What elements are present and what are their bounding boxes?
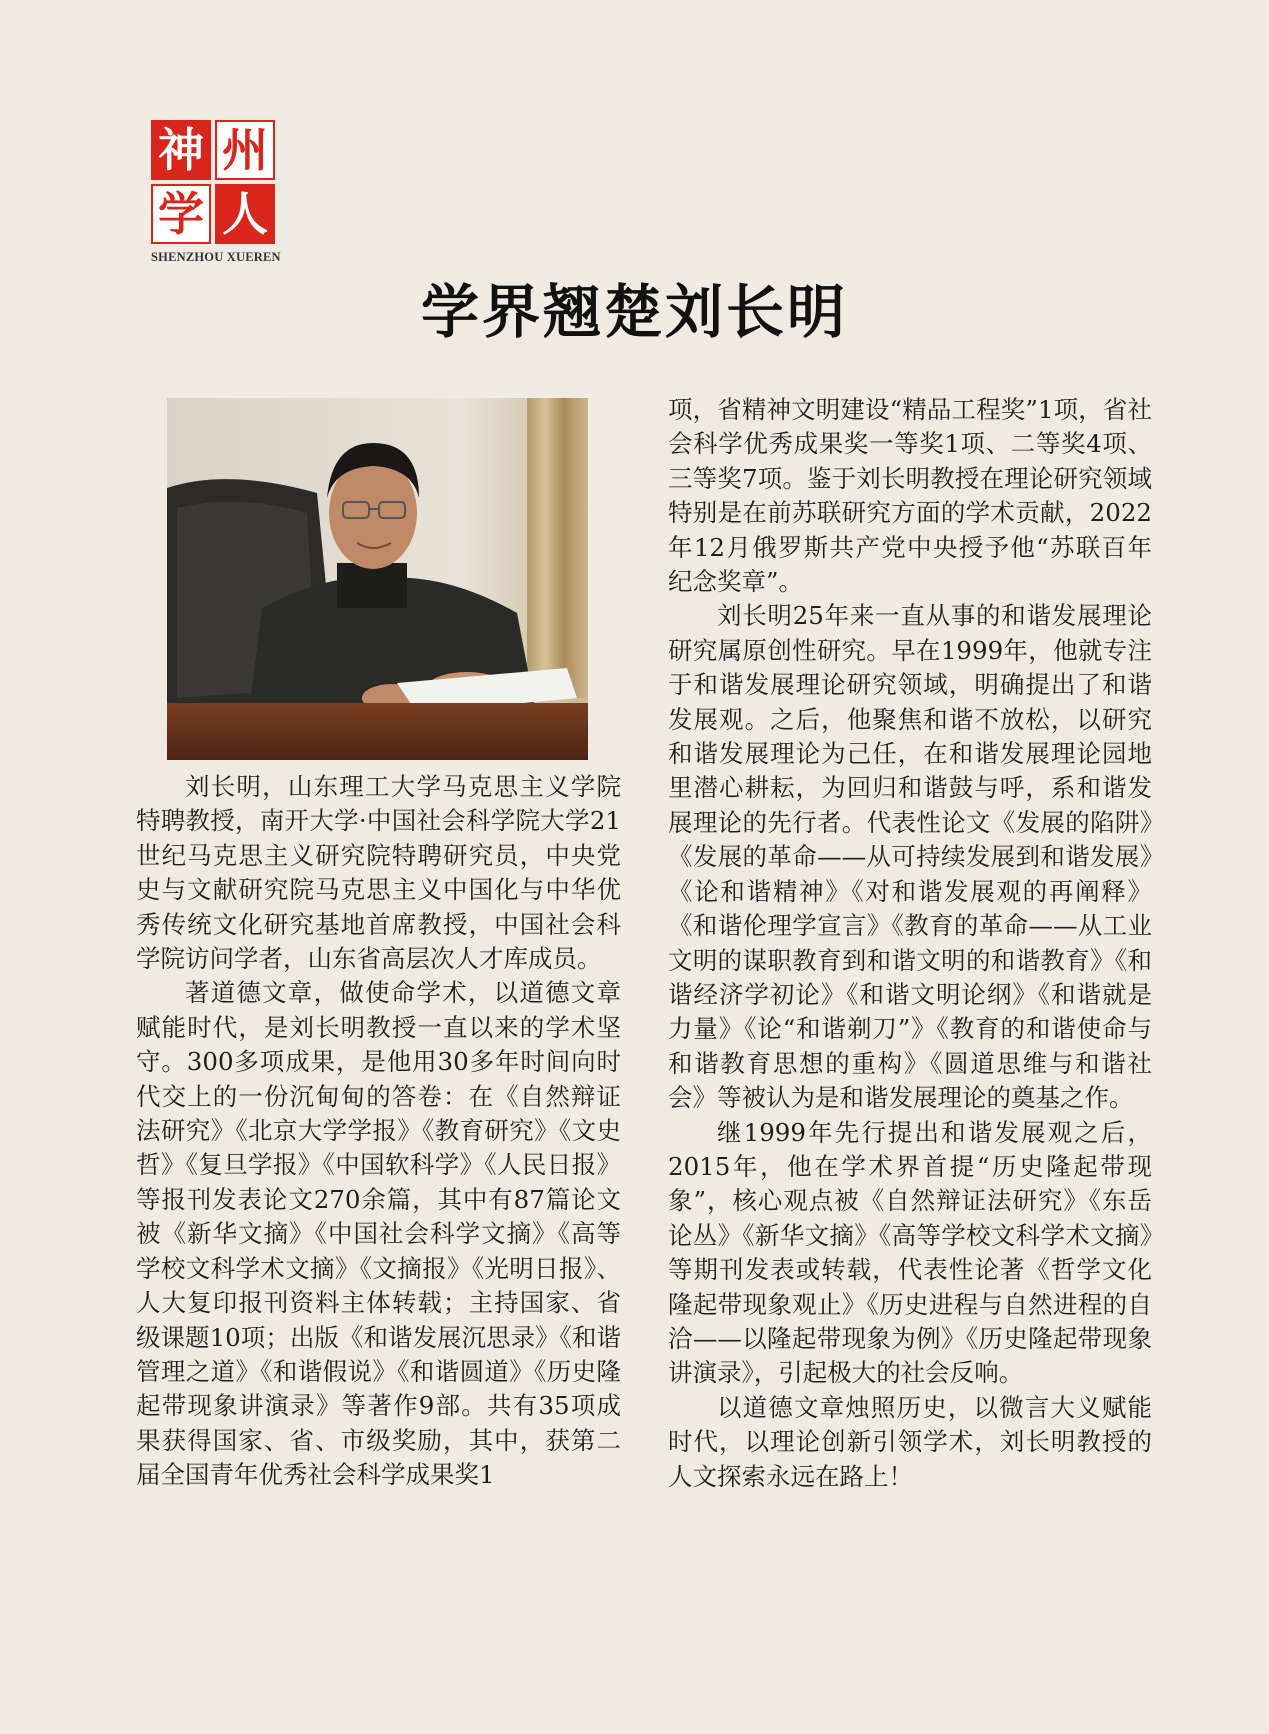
magazine-logo (151, 120, 281, 265)
logo-char-xue: 学 (151, 184, 211, 244)
logo-char-shen: 神 (151, 120, 211, 180)
paragraph-uplift-zone: 继1999年先行提出和谐发展观之后，2015年，他在学术界首提“历史隆起带现象”，核心观点被《自然辩证法研究》《东岳论丛》《新华文摘》《高等学校文科学术文摘》等期刊发表或转载，代表性论著《哲学文化隆起带现象观止》《历史进程与自然进程的自洽——以隆起带现象为例》《历史隆起带现象讲演录》，引起极大的社会反响。 (668, 1117, 1152, 1388)
paragraph-achievements: 著道德文章，做使命学术，以道德文章赋能时代，是刘长明教授一直以来的学术坚守。300多项成果，是他用30多年时间向时代交上的一份沉甸甸的答卷：在《自然辩证法研究》《北京大学学报》《教育研究》《文史哲》《复旦学报》《中国软科学》《人民日报》等报刊发表论文270余篇，其中有87篇论文被《新华文摘》《中国社会科学文摘》《高等学校文科学术文摘》《文摘报》《光明日报》、人大复印报刊资料主体转载；主持国家、省级课题10项；出版《和谐发展沉思录》《和谐管理之道》《和谐假说》《和谐圆道》《历史隆起带现象讲演录》等著作9部。共有35项成果获得国家、省、市级奖励，其中，获第二届全国青年优秀社会科学成果奖1 (136, 978, 621, 1490)
paragraph-intro: 刘长明，山东理工大学马克思主义学院特聘教授，南开大学·中国社会科学院大学21世纪马克思主义研究院特聘研究员，中央党史与文献研究院马克思主义中国化与中华优秀传统文化研究基地首席教授，中国社会科学院访问学者，山东省高层次人才库成员。 (136, 772, 621, 974)
paragraph-awards-continued: 项，省精神文明建设“精品工程奖”1项，省社会科学优秀成果奖一等奖1项、二等奖4项、三等奖7项。鉴于刘长明教授在理论研究领域特别是在前苏联研究方面的学术贡献，2022年12月俄罗斯共产党中央授予他“苏联百年纪念奖章”。 (668, 395, 1152, 597)
portrait-photo (167, 398, 588, 760)
article-title: 学界翘楚刘长明 (420, 278, 848, 346)
right-column (668, 393, 1152, 1494)
left-column (136, 770, 621, 1493)
paragraph-harmony-theory: 刘长明25年来一直从事的和谐发展理论研究属原创性研究。早在1999年，他就专注于和谐发展理论研究领域，明确提出了和谐发展观。之后，他聚焦和谐不放松，以研究和谐发展理论为己任，在和谐发展理论园地里潜心耕耘，为回归和谐鼓与呼，系和谐发展理论的先行者。代表性论文《发展的陷阱》《发展的革命——从可持续发展到和谐发展》《论和谐精神》《对和谐发展观的再阐释》《和谐伦理学宣言》《教育的革命——从工业文明的谋职教育到和谐文明的和谐教育》《和谐经济学初论》《和谐文明论纲》《和谐就是力量》《论“和谐剃刀”》《教育的和谐使命与和谐教育思想的重构》《圆道思维与和谐社会》等被认为是和谐发展理论的奠基之作。 (668, 601, 1152, 1113)
paragraph-closing: 以道德文章烛照历史，以微言大义赋能时代，以理论创新引领学术，刘长明教授的人文探索永远在路上！ (668, 1392, 1152, 1491)
logo-english-label: SHENZHOU XUEREN (151, 250, 281, 264)
logo-grid (151, 120, 275, 244)
logo-char-ren: 人 (215, 184, 275, 244)
logo-char-zhou: 州 (215, 120, 275, 180)
